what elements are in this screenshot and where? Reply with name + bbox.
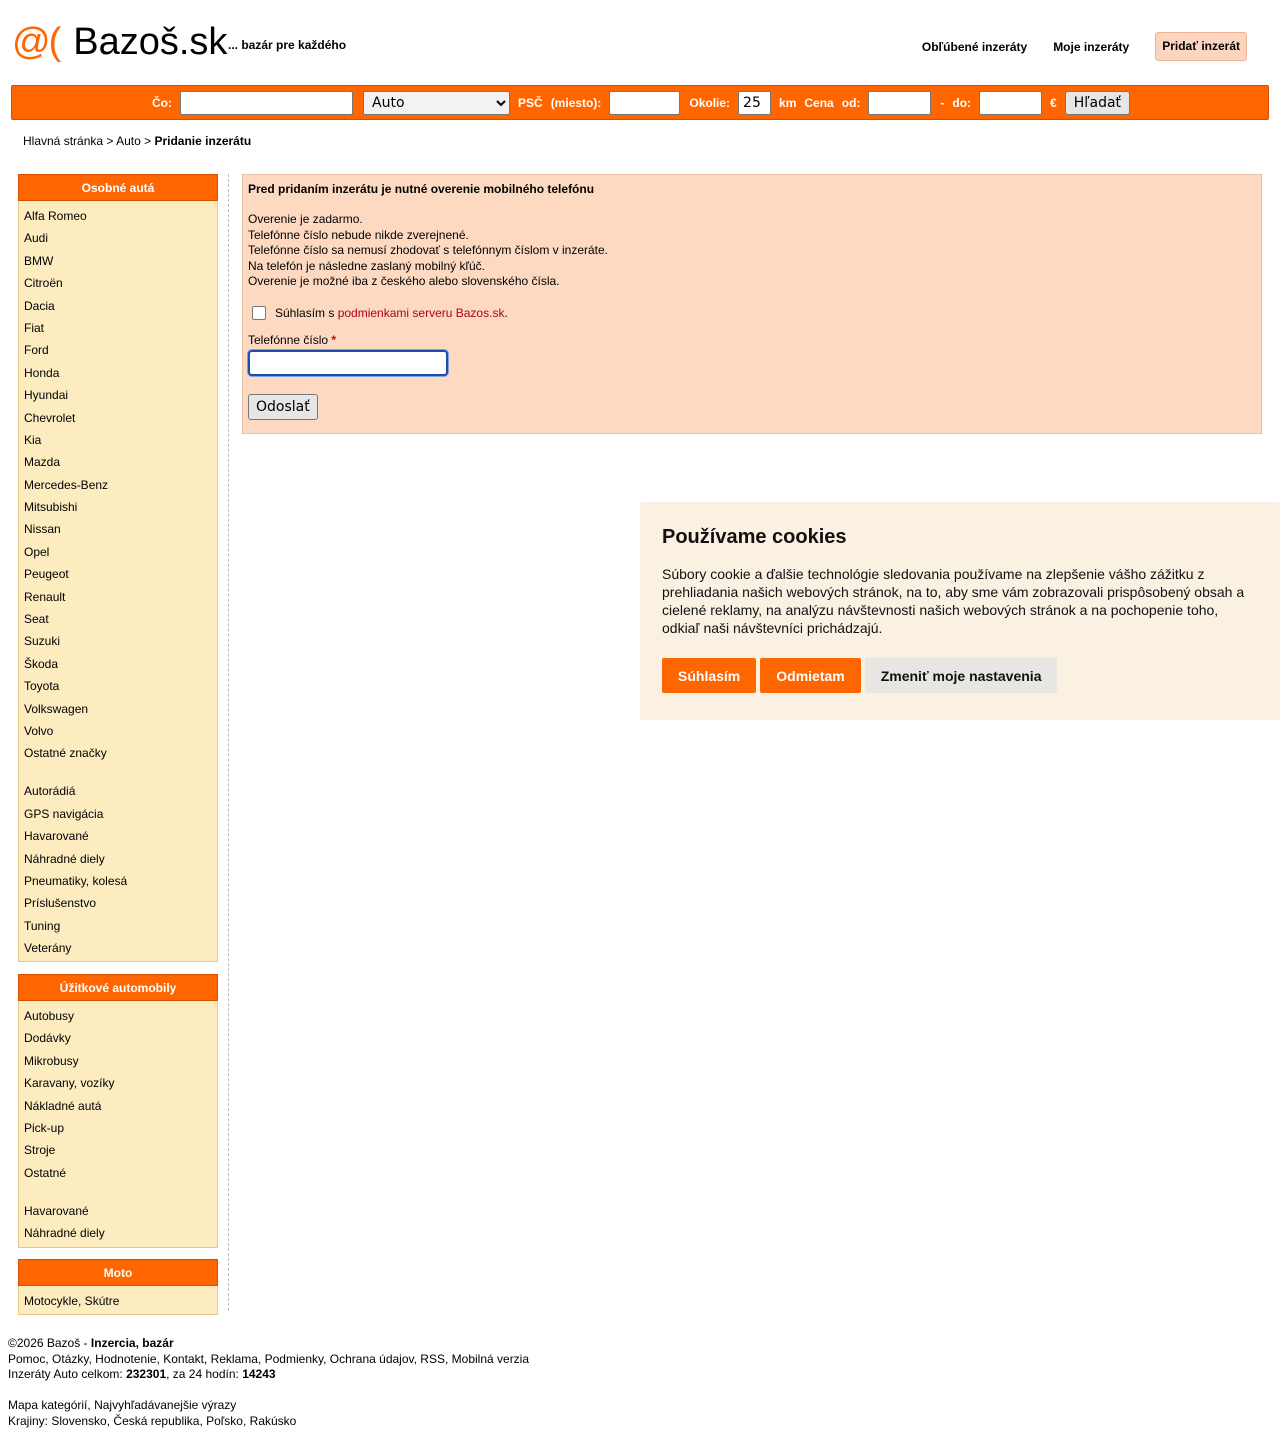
sidebar-item[interactable]	[24, 675, 217, 697]
site-logo[interactable]	[12, 20, 227, 64]
breadcrumb-section[interactable]: Auto	[116, 134, 141, 148]
consent-row	[248, 302, 1256, 324]
phone-label	[248, 333, 1256, 347]
sidebar-item[interactable]	[24, 474, 217, 496]
cookie-accept-button[interactable]: Súhlasím	[662, 658, 756, 693]
sidebar-item[interactable]	[24, 205, 217, 227]
cookie-reject-button[interactable]: Odmietam	[760, 658, 860, 693]
sidebar-item[interactable]	[24, 586, 217, 608]
sidebar-item-link[interactable]: Dacia	[24, 298, 55, 313]
footer-link[interactable]: Otázky	[52, 1351, 89, 1366]
sidebar-item-link[interactable]: Veterány	[24, 941, 72, 956]
sidebar-item-link[interactable]: Škoda	[24, 656, 59, 671]
breadcrumb	[23, 134, 251, 148]
submit-button[interactable]: Odoslať	[248, 394, 318, 420]
list-gap	[24, 765, 217, 781]
sidebar-item[interactable]	[24, 630, 217, 652]
price-from-input[interactable]	[868, 91, 931, 115]
psc-input[interactable]	[609, 91, 680, 115]
radius-input[interactable]	[738, 91, 771, 115]
notice-line: Overenie je možné iba z českého alebo slovenského čísla.	[248, 274, 560, 289]
cookie-text: Súbory cookie a ďalšie technológie sledovania používame na zlepšenie vášho zážitku z prehliadania našich webových stránok, na to, aby sme vám zobrazovali prispôsobený obsah a cielené reklamy, na analýzu návštevnosti našich webových stránok a na pochopenie toho, odkiaľ naši návštevníci prichádzajú.	[662, 566, 1245, 636]
price-to-label: do:	[952, 95, 972, 110]
sidebar-item-link[interactable]: Ostatné značky	[24, 746, 107, 761]
sidebar-item-link[interactable]: Volvo	[24, 723, 54, 738]
search-bar	[11, 85, 1269, 120]
country-link[interactable]: Slovensko	[51, 1413, 107, 1428]
footer-link[interactable]: Podmienky	[264, 1351, 324, 1366]
sidebar-commercial-list	[19, 1001, 217, 1247]
sidebar-item[interactable]	[24, 1139, 217, 1161]
footer-link[interactable]: Reklama	[210, 1351, 258, 1366]
footer-link[interactable]: Hodnotenie	[95, 1351, 157, 1366]
sidebar-item-link[interactable]: Mitsubishi	[24, 500, 78, 515]
sidebar-item-link[interactable]: BMW	[24, 253, 54, 268]
sidebar-item[interactable]	[24, 1050, 217, 1072]
sidebar-commercial-title[interactable]: Úžitkové automobily	[18, 974, 218, 1001]
sidebar-item[interactable]	[24, 496, 217, 518]
footer	[8, 1336, 529, 1430]
breadcrumb-separator: >	[144, 134, 152, 148]
sidebar-item-link[interactable]: Náhradné diely	[24, 851, 105, 866]
consent-prefix: Súhlasím s	[275, 305, 335, 320]
sidebar-item[interactable]	[24, 272, 217, 294]
footer-links-secondary: Mapa kategórií, Najvyhľadávanejšie výrazy	[8, 1398, 237, 1413]
sidebar-item-link[interactable]: GPS navigácia	[24, 806, 104, 821]
stats-day: 14243	[242, 1367, 276, 1382]
footer-link[interactable]: Ochrana údajov	[329, 1351, 414, 1366]
cookie-settings-button[interactable]: Zmeniť moje nastavenia	[865, 658, 1058, 693]
sidebar-cars-title[interactable]: Osobné autá	[18, 174, 218, 201]
sidebar-item-link[interactable]: Suzuki	[24, 634, 61, 649]
tagline: ... bazár pre každého	[228, 38, 347, 52]
sidebar-item-link[interactable]: Renault	[24, 589, 66, 604]
sidebar-item-link[interactable]: Nákladné autá	[24, 1098, 102, 1113]
sidebar-item-link[interactable]: Karavany, vozíky	[24, 1076, 115, 1091]
cookie-banner	[640, 502, 1280, 720]
sidebar-item[interactable]	[24, 803, 217, 825]
sidebar-item[interactable]	[24, 870, 217, 892]
sidebar-item[interactable]	[24, 339, 217, 361]
sidebar-item[interactable]	[24, 1290, 217, 1312]
search-button[interactable]: Hľadať	[1065, 91, 1130, 115]
consent-suffix: .	[504, 305, 508, 320]
footer-link[interactable]: Kontakt	[163, 1351, 204, 1366]
sidebar-item-link[interactable]: Seat	[24, 612, 49, 627]
footer-link[interactable]: Pomoc	[8, 1351, 46, 1366]
phone-label-text: Telefónne číslo	[248, 332, 329, 347]
sidebar-item-link[interactable]: Opel	[24, 544, 50, 559]
sidebar-item-link[interactable]: Alfa Romeo	[24, 209, 87, 223]
sidebar-item[interactable]	[24, 541, 217, 563]
sidebar-item-link[interactable]: Náhradné diely	[24, 1226, 105, 1241]
sidebar-item-link[interactable]: Nissan	[24, 522, 61, 537]
sidebar-item-link[interactable]: Fiat	[24, 320, 45, 335]
sidebar-item[interactable]	[24, 1005, 217, 1027]
sidebar-item[interactable]	[24, 429, 217, 451]
stats-prefix: Inzeráty Auto celkom:	[8, 1367, 123, 1382]
notice-line: Overenie je zadarmo.	[248, 212, 363, 226]
sidebar-item[interactable]	[24, 780, 217, 802]
sidebar-item-link[interactable]: Ford	[24, 343, 49, 358]
country-link[interactable]: Rakúsko	[249, 1413, 297, 1428]
sidebar-item-link[interactable]: Citroën	[24, 276, 63, 291]
sidebar-item-link[interactable]: Mercedes-Benz	[24, 477, 109, 492]
category-select[interactable]	[363, 91, 510, 115]
sidebar-item[interactable]	[24, 608, 217, 630]
footer-copyright-line	[8, 1336, 529, 1352]
breadcrumb-separator: >	[106, 134, 114, 148]
sidebar-item-link[interactable]: Príslušenstvo	[24, 896, 97, 911]
sidebar-moto-list	[19, 1286, 217, 1314]
radius-label: Okolie:	[689, 95, 731, 110]
sidebar-item[interactable]	[24, 317, 217, 339]
sidebar-item[interactable]	[24, 451, 217, 473]
sidebar-item-link[interactable]: Kia	[24, 432, 42, 447]
sidebar-item[interactable]	[24, 915, 217, 937]
sidebar-item-link[interactable]: Mazda	[24, 455, 61, 470]
search-query-input[interactable]	[180, 91, 353, 115]
footer-brand[interactable]: Inzercia, bazár	[90, 1336, 174, 1350]
footer-copyright: ©2026 Bazoš -	[8, 1336, 88, 1350]
radius-unit: km	[779, 95, 797, 110]
country-link[interactable]: Poľsko	[206, 1413, 243, 1428]
sidebar-moto	[18, 1259, 218, 1315]
sidebar-item[interactable]	[24, 1200, 217, 1222]
stats-total: 232301	[126, 1367, 167, 1382]
sidebar-item[interactable]	[24, 362, 217, 384]
terms-link[interactable]: podmienkami serveru Bazos.sk	[337, 305, 505, 320]
sidebar-item[interactable]	[24, 720, 217, 742]
sidebar-item-link[interactable]: Mikrobusy	[24, 1053, 79, 1068]
psc-label: PSČ	[518, 95, 543, 110]
sidebar-cars-list	[19, 201, 217, 961]
sidebar-item[interactable]	[24, 250, 217, 272]
sidebar-item[interactable]	[24, 1027, 217, 1049]
notice-line: Telefónne číslo sa nemusí zhodovať s telefónnym číslom v inzeráte.	[248, 243, 609, 258]
sidebar-item-link[interactable]: Honda	[24, 365, 60, 380]
sidebar-item-link[interactable]: Dodávky	[24, 1031, 71, 1046]
list-gap	[24, 1184, 217, 1200]
sidebar-item-link[interactable]: Audi	[24, 231, 49, 246]
sidebar-item-link[interactable]: Pneumatiky, kolesá	[24, 873, 128, 888]
price-from-label: od:	[841, 95, 861, 110]
favorite-ads-link[interactable]: Obľúbené inzeráty	[921, 39, 1028, 54]
footer-link[interactable]: RSS	[420, 1351, 445, 1366]
stats-mid: , za 24 hodín:	[166, 1367, 239, 1382]
footer-links: Pomoc, Otázky, Hodnotenie, Kontakt, Reklama, Podmienky, Ochrana údajov, RSS, Mobilná verzia	[8, 1351, 530, 1366]
sidebar-item[interactable]	[24, 1162, 217, 1184]
sidebar-item-link[interactable]: Autobusy	[24, 1009, 75, 1023]
phone-input[interactable]	[248, 350, 448, 376]
countries-label: Krajiny:	[8, 1413, 49, 1428]
sidebar-item[interactable]	[24, 892, 217, 914]
sidebar-item-link[interactable]: Pick-up	[24, 1120, 65, 1135]
sidebar-item[interactable]	[24, 295, 217, 317]
logo-name: Bazoš.sk	[73, 21, 228, 63]
sidebar-item[interactable]	[24, 825, 217, 847]
footer-spacer	[8, 1383, 529, 1399]
phone-verification-panel	[242, 174, 1262, 434]
sidebar-item[interactable]	[24, 1222, 217, 1244]
footer-countries: Krajiny: Slovensko, Česká republika, Poľsko, Rakúsko	[8, 1413, 297, 1428]
sidebar-item-link[interactable]: Motocykle, Skútre	[24, 1294, 120, 1308]
sidebar-moto-title[interactable]: Moto	[18, 1259, 218, 1286]
breadcrumb-current: Pridanie inzerátu	[154, 134, 252, 148]
sidebar-item-link[interactable]: Tuning	[24, 918, 61, 933]
sidebar-item[interactable]	[24, 937, 217, 959]
notice-lines	[248, 212, 1256, 290]
psc-sub-label: (miesto):	[550, 95, 602, 110]
sidebar-item[interactable]	[24, 384, 217, 406]
sidebar-item-link[interactable]: Ostatné	[24, 1165, 67, 1180]
sidebar-item-link[interactable]: Autorádiá	[24, 784, 76, 799]
sidebar-commercial	[18, 974, 218, 1248]
price-to-input[interactable]	[979, 91, 1042, 115]
sidebar-item-link[interactable]: Chevrolet	[24, 410, 76, 425]
sidebar-item[interactable]	[24, 742, 217, 764]
country-link[interactable]: Česká republika	[113, 1413, 200, 1428]
sidebar-item[interactable]	[24, 563, 217, 585]
sidebar-item[interactable]	[24, 848, 217, 870]
sidebar-item[interactable]	[24, 227, 217, 249]
sidebar-item[interactable]	[24, 1117, 217, 1139]
sidebar-item[interactable]	[24, 698, 217, 720]
sidebar-cars	[18, 174, 218, 962]
sidebar-item-link[interactable]: Havarované	[24, 1203, 89, 1218]
consent-checkbox[interactable]	[252, 306, 266, 320]
footer-link[interactable]: Mobilná verzia	[451, 1351, 530, 1366]
sidebar-item-link[interactable]: Volkswagen	[24, 701, 89, 716]
add-ad-button[interactable]: Pridať inzerát	[1155, 32, 1247, 61]
notice-line: Telefónne číslo nebude nikde zverejnené.	[248, 227, 469, 242]
top-nav	[922, 32, 1247, 61]
logo-mark: @(	[12, 21, 60, 63]
notice-title: Pred pridaním inzerátu je nutné overenie mobilného telefónu	[248, 182, 595, 196]
sidebar-item[interactable]	[24, 518, 217, 540]
sidebar-item-link[interactable]: Hyundai	[24, 388, 69, 403]
search-query-label: Čo:	[152, 95, 172, 110]
sidebar-item[interactable]	[24, 1095, 217, 1117]
sidebar-item-link[interactable]: Stroje	[24, 1143, 56, 1158]
sidebar-item[interactable]	[24, 407, 217, 429]
sidebar-item-link[interactable]: Toyota	[24, 679, 60, 694]
sidebar-item-link[interactable]: Havarované	[24, 829, 89, 844]
sidebar-item[interactable]	[24, 653, 217, 675]
sidebar-item[interactable]	[24, 1072, 217, 1094]
footer-link[interactable]: Najvyhľadávanejšie výrazy	[94, 1398, 237, 1413]
price-label: Cena	[804, 95, 834, 110]
cookie-actions	[662, 658, 1258, 693]
notice-line: Na telefón je následne zaslaný mobilný kľúč.	[248, 258, 485, 273]
my-ads-link[interactable]: Moje inzeráty	[1053, 39, 1130, 54]
required-mark: *	[331, 332, 337, 347]
breadcrumb-home[interactable]: Hlavná stránka	[23, 134, 104, 148]
sidebar-divider	[228, 174, 229, 1311]
currency-label: €	[1050, 95, 1057, 110]
sidebar-item-link[interactable]: Peugeot	[24, 567, 69, 582]
price-dash: -	[940, 95, 945, 110]
cookie-title: Používame cookies	[662, 526, 847, 548]
footer-stats	[8, 1367, 529, 1383]
footer-link[interactable]: Mapa kategórií	[8, 1398, 88, 1413]
